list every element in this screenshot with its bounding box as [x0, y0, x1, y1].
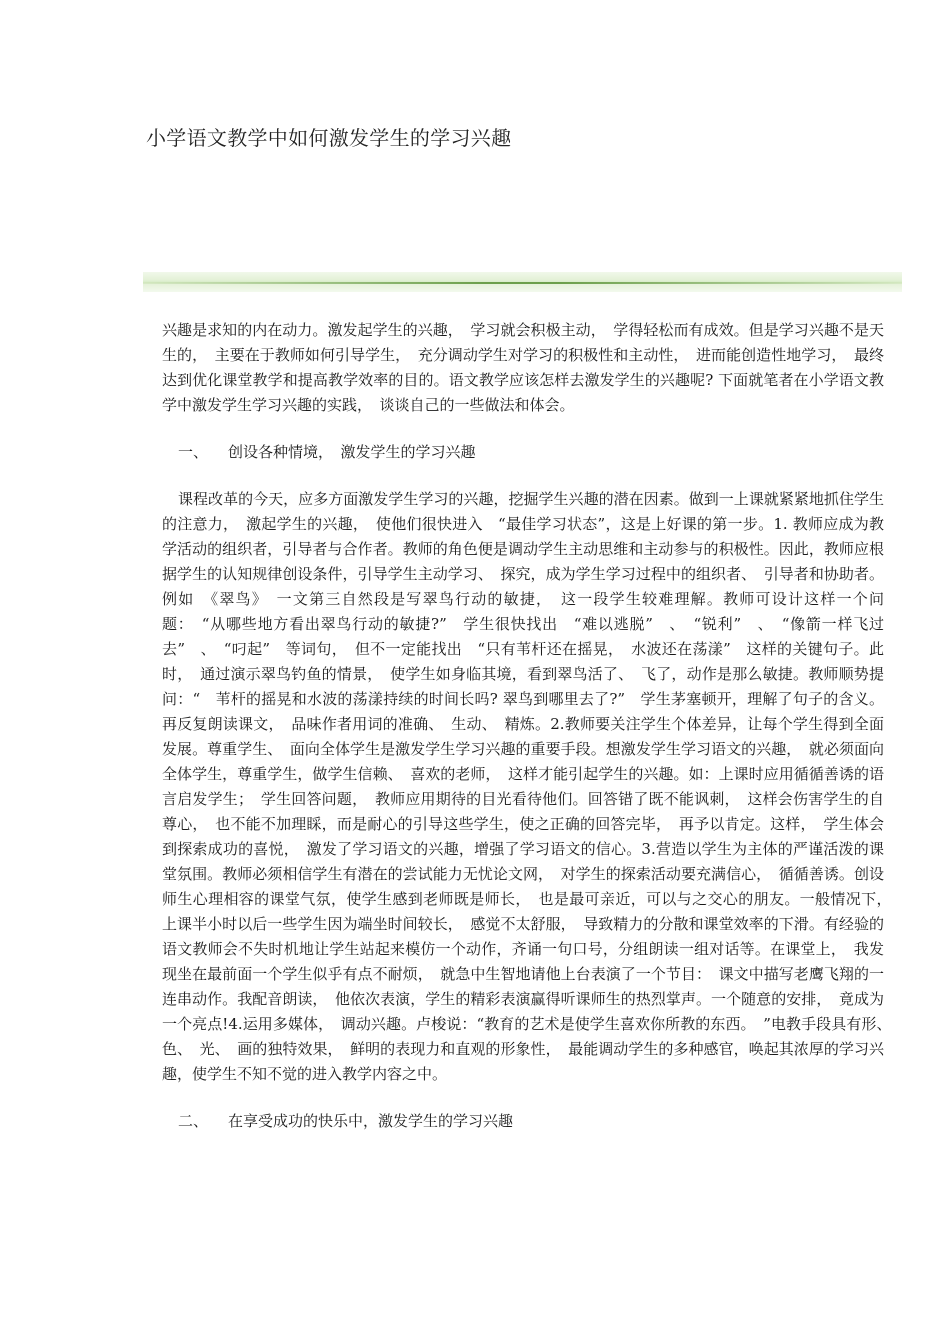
section-number: 二、: [178, 1112, 209, 1130]
section-heading-1: [162, 440, 884, 465]
section-heading-text: 在享受成功的快乐中，激发学生的学习兴趣: [228, 1112, 514, 1130]
section-heading-2: [162, 1109, 884, 1134]
intro-paragraph: 兴趣是求知的内在动力。激发起学生的兴趣， 学习就会积极主动， 学得轻松而有成效。但是学习兴趣不是天生的， 主要在于教师如何引导学生， 充分调动学生对学习的积极性和主动性， 进而能创造性地学习， 最终达到优化课堂教学和提高教学效率的目的。语文教学应该怎样去激发学生的兴趣呢? 下面就笔者在小学语文教学中激发学生学习兴趣的实践， 谈谈自己的一些做法和体会。: [162, 321, 884, 414]
document-body: [162, 318, 900, 1134]
section-1-paragraph: 课程改革的今天，应多方面激发学生学习的兴趣，挖掘学生兴趣的潜在因素。做到一上课就紧紧地抓住学生的注意力， 激起学生的兴趣， 使他们很快进入 “最佳学习状态”，这是上好课的第一步。1. 教师应成为教学活动的组织者，引导者与合作者。教师的角色便是调动学生主动思维和主动参与的积极性。因此，教师应根据学生的认知规律创设条件，引导学生主动学习、 探究，成为学生学习过程中的组织者、 引导者和协助者。例如 《翠鸟》 一文第三自然段是写翠鸟行动的敏捷， 这一段学生较难理解。教师可设计这样一个问题： “从哪些地方看出翠鸟行动的敏捷?” 学生很快找出 “难以逃脱” 、 “锐利” 、 “像箭一样飞过去” 、 “叼起” 等词句， 但不一定能找出 “只有苇杆还在摇晃， 水波还在荡漾” 这样的关键句子。此时， 通过演示翠鸟钓鱼的情景， 使学生如身临其境，看到翠鸟活了、 飞了，动作是那么敏捷。教师顺势提问：“ 苇杆的摇晃和水波的荡漾持续的时间长吗? 翠鸟到哪里去了?” 学生茅塞顿开，理解了句子的含义。再反复朗读课文， 品味作者用词的准确、 生动、 精炼。2.教师要关注学生个体差异，让每个学生得到全面发展。尊重学生、 面向全体学生是激发学生学习兴趣的重要手段。想激发学生学习语文的兴趣， 就必须面向全体学生，尊重学生，做学生信赖、 喜欢的老师， 这样才能引起学生的兴趣。如：上课时应用循循善诱的语言启发学生； 学生回答问题， 教师应用期待的目光看待他们。回答错了既不能讽刺， 这样会伤害学生的自尊心， 也不能不加理睬，而是耐心的引导这些学生，使之正确的回答完毕， 再予以肯定。这样， 学生体会到探索成功的喜悦， 激发了学习语文的兴趣，增强了学习语文的信心。3.营造以学生为主体的严谨活泼的课堂氛围。教师必须相信学生有潜在的尝试能力无忧论文网， 对学生的探索活动要充满信心， 循循善诱。创设师生心理相容的课堂气氛，使学生感到老师既是师长， 也是最可亲近，可以与之交心的朋友。一般情况下， 上课半小时以后一些学生因为端坐时间较长， 感觉不太舒服， 导致精力的分散和课堂效率的下滑。有经验的语文教师会不失时机地让学生站起来模仿一个动作，齐诵一句口号，分组朗读一组对话等。在课堂上， 我发现坐在最前面一个学生似乎有点不耐烦， 就急中生智地请他上台表演了一个节目： 课文中描写老鹰飞翔的一连串动作。我配音朗读， 他依次表演，学生的精彩表演赢得听课师生的热烈掌声。一个随意的安排， 竟成为一个亮点!4.运用多媒体， 调动兴趣。卢梭说：“教育的艺术是使学生喜欢你所教的东西。 ”电教手段具有形、 色、 光、 画的独特效果， 鲜明的表现力和直观的形象性， 最能调动学生的多种感官，唤起其浓厚的学习兴趣，使学生不知不觉的进入教学内容之中。: [162, 490, 900, 1083]
page-title: 小学语文教学中如何激发学生的学习兴趣: [146, 126, 512, 150]
section-heading-text: 创设各种情境， 激发学生的学习兴趣: [228, 443, 476, 461]
decorative-divider: [143, 272, 902, 292]
section-number: 一、: [178, 443, 209, 461]
